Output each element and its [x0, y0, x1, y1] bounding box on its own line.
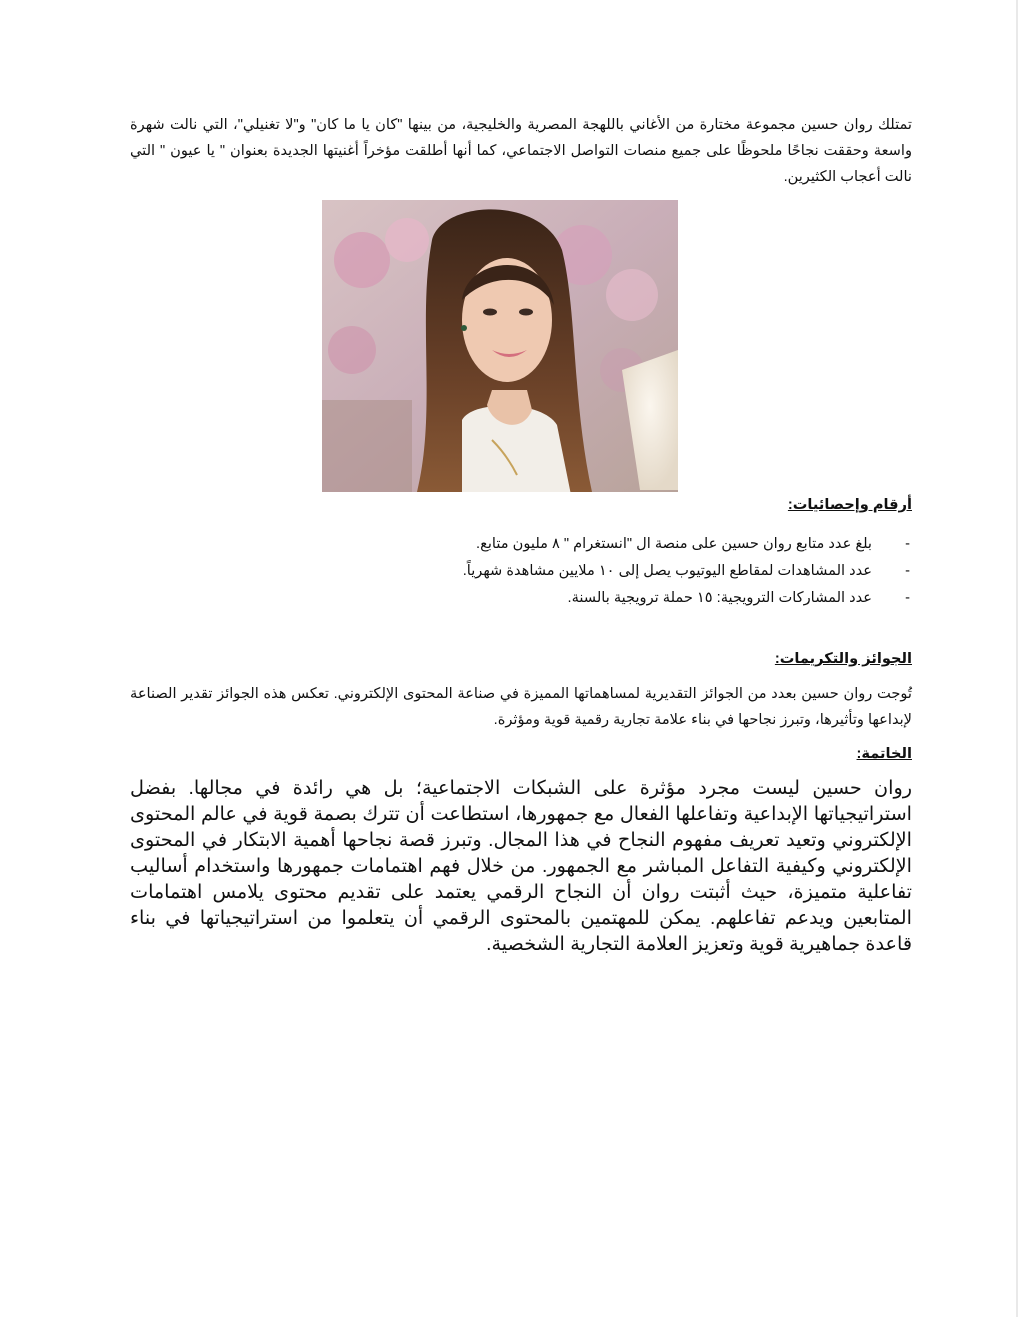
document-body	[130, 112, 912, 958]
list-bullet: -	[905, 590, 910, 606]
list-item-text: عدد المشاركات الترويجية: ١٥ حملة ترويجية بالسنة.	[567, 590, 872, 606]
awards-paragraph: تُوجت روان حسين بعدد من الجوائز التقديرية لمساهماتها المميزة في صناعة المحتوى الإلكتروني. تعكس هذه الجوائز تقدير الصناعة لإبداعها وتأثيرها، وتبرز نجاحها في بناء علامة تجارية رقمية قوية ومؤثرة.	[130, 686, 912, 728]
stats-heading: أرقام وإحصائيات:	[787, 497, 912, 513]
list-bullet: -	[905, 536, 910, 552]
list-item	[130, 585, 912, 612]
list-item	[130, 558, 912, 585]
list-bullet: -	[905, 563, 910, 579]
list-item	[130, 531, 912, 558]
intro-paragraph: تمتلك روان حسين مجموعة مختارة من الأغاني باللهجة المصرية والخليجية، من بينها "كان يا ما كان" و"لا تغنيلي"، التي نالت شهرة واسعة وحققت نجاحًا ملحوظًا على جميع منصات التواصل الاجتماعي، كما أنها أطلقت مؤخراً أغنيتها الجديدة بعنوان " يا عيون " التي نالت أعجاب الكثيرين.	[130, 117, 912, 185]
stats-list	[130, 531, 912, 612]
list-item-text: عدد المشاهدات لمقاطع اليوتيوب يصل إلى ١٠ ملايين مشاهدة شهرياً.	[462, 563, 872, 579]
portrait-photo	[322, 200, 678, 492]
page-edge-shadow	[1016, 0, 1018, 1317]
conclusion-heading: الخاتمة:	[856, 746, 912, 762]
conclusion-paragraph: روان حسين ليست مجرد مؤثرة على الشبكات الاجتماعية؛ بل هي رائدة في مجالها. بفضل استراتيجياتها الإبداعية وتفاعلها الفعال مع جمهورها، استطاعت أن تترك بصمة قوية في عالم المحتوى الإلكتروني وتعيد تعريف مفهوم النجاح في هذا المجال. وتبرز قصة نجاحها أهمية الابتكار في المحتوى الإلكتروني وكيفية التفاعل المباشر مع الجمهور. من خلال فهم اهتمامات جمهورها واستخدام أساليب تفاعلية متميزة، حيث أثبتت روان أن النجاح الرقمي يعتمد على تقديم محتوى يلامس اهتمامات المتابعين ويدعم تفاعلهم. يمكن للمهتمين بالمحتوى الرقمي أن يتعلموا من استراتيجياتها في بناء قاعدة جماهيرية قوية وتعزيز العلامة التجارية الشخصية.	[130, 778, 912, 955]
list-item-text: بلغ عدد متابع روان حسين على منصة ال "انستغرام " ٨ مليون متابع.	[476, 536, 872, 552]
awards-heading: الجوائز والتكريمات:	[774, 651, 912, 667]
